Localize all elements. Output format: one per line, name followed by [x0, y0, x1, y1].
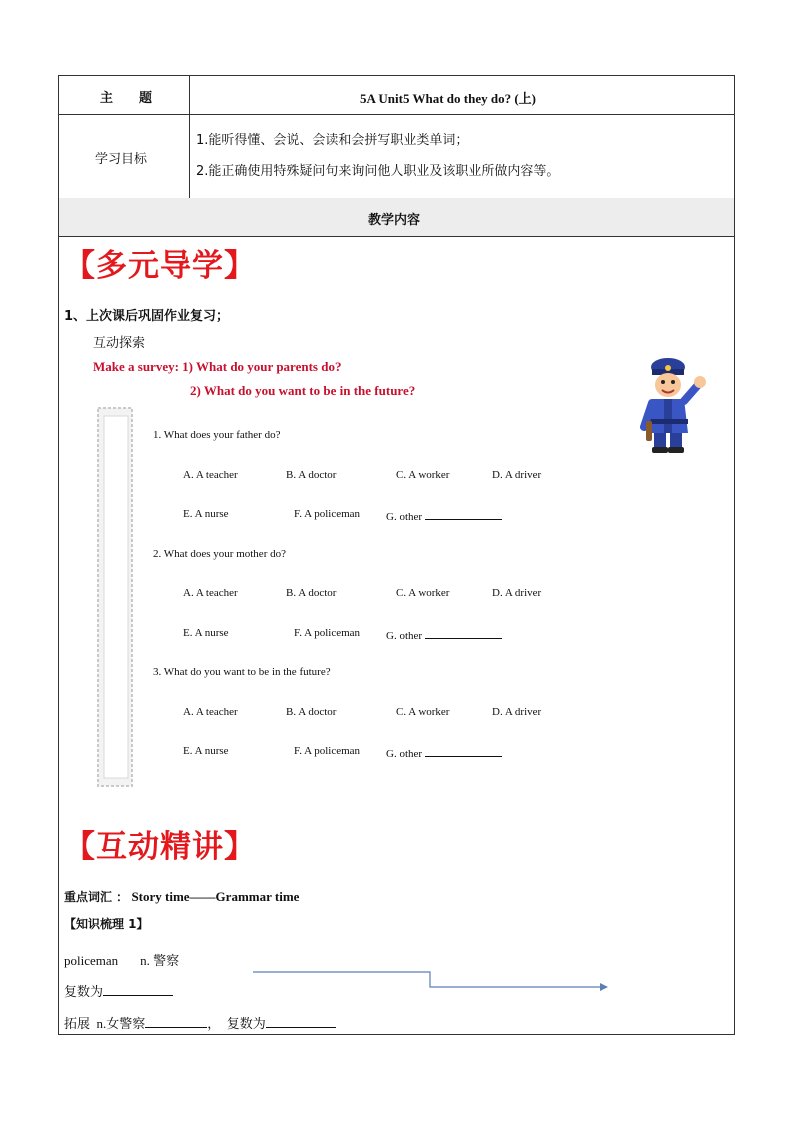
word-pos: n. 警察	[140, 953, 180, 968]
topic-value: 5A Unit5 What do they do? (上)	[360, 91, 537, 106]
answer-blank[interactable]	[425, 745, 502, 757]
goal-2: 2.能正确使用特殊疑问句来询问他人职业及该职业所做内容等。	[196, 164, 560, 179]
option: D. A driver	[492, 469, 542, 481]
stamp-border-decoration	[96, 406, 134, 788]
option: F. A policeman	[294, 508, 361, 520]
option: A. A teacher	[183, 469, 238, 481]
arrow-connector	[250, 965, 612, 995]
word-line	[64, 950, 179, 969]
option: E. A nurse	[183, 627, 229, 639]
policeman-illustration	[640, 355, 710, 455]
question-text: 2. What does your mother do?	[153, 548, 286, 560]
section-title-interactive: 【互动精讲】	[64, 829, 256, 865]
option-label: G. other	[386, 630, 423, 642]
content-label: 教学内容	[368, 213, 421, 228]
extend-label: 拓展	[64, 1016, 91, 1031]
knowledge-point-heading: 【知识梳理 1】	[64, 917, 149, 931]
option: F. A policeman	[294, 745, 361, 757]
option: F. A policeman	[294, 627, 361, 639]
goal-1: 1.能听得懂、会说、会读和会拼写职业类单词；	[196, 133, 469, 148]
column-divider	[189, 75, 190, 198]
option: D. A driver	[492, 587, 542, 599]
word: policeman	[64, 953, 119, 968]
extend-blank[interactable]	[145, 1016, 207, 1028]
plural-label: 复数为	[64, 984, 104, 999]
question-text: 3. What do you want to be in the future?	[153, 666, 331, 678]
option-other	[386, 627, 502, 642]
survey-question-2: 2) What do you want to be in the future?	[190, 383, 416, 398]
plural-blank[interactable]	[103, 984, 173, 996]
plural-line	[64, 981, 173, 1000]
option-label: G. other	[386, 511, 423, 523]
row-divider	[58, 114, 735, 115]
row-divider	[58, 236, 735, 237]
option-other	[386, 508, 502, 523]
answer-blank[interactable]	[425, 508, 502, 520]
option: E. A nurse	[183, 745, 229, 757]
option: A. A teacher	[183, 706, 238, 718]
question-text: 1. What does your father do?	[153, 429, 281, 441]
option: C. A worker	[396, 469, 450, 481]
extend-plural-label: 复数为	[226, 1016, 266, 1031]
extend-separator: ，	[207, 1016, 221, 1031]
option: E. A nurse	[183, 508, 229, 520]
option: C. A worker	[396, 587, 450, 599]
extend-plural-blank[interactable]	[266, 1016, 336, 1028]
option-label: G. other	[386, 748, 423, 760]
topic-label: 主 题	[100, 91, 153, 106]
survey-question-1: Make a survey: 1) What do your parents do?	[93, 359, 342, 374]
option: D. A driver	[492, 706, 542, 718]
option: C. A worker	[396, 706, 450, 718]
vocab-line	[64, 888, 299, 905]
extend-line	[64, 1013, 336, 1032]
option: B. A doctor	[286, 469, 337, 481]
vocab-label: 重点词汇 ：	[64, 890, 129, 904]
option: A. A teacher	[183, 587, 238, 599]
goal-label: 学习目标	[95, 152, 148, 167]
section-title-guided-study: 【多元导学】	[64, 248, 256, 284]
option: B. A doctor	[286, 706, 337, 718]
option-other	[386, 745, 502, 760]
extend-word: n.女警察	[96, 1016, 146, 1031]
vocab-range: Story time——Grammar time	[131, 889, 300, 904]
review-item: 1、上次课后巩固作业复习；	[64, 309, 230, 324]
answer-blank[interactable]	[425, 627, 502, 639]
sub-heading: 互动探索	[93, 336, 146, 351]
option: B. A doctor	[286, 587, 337, 599]
